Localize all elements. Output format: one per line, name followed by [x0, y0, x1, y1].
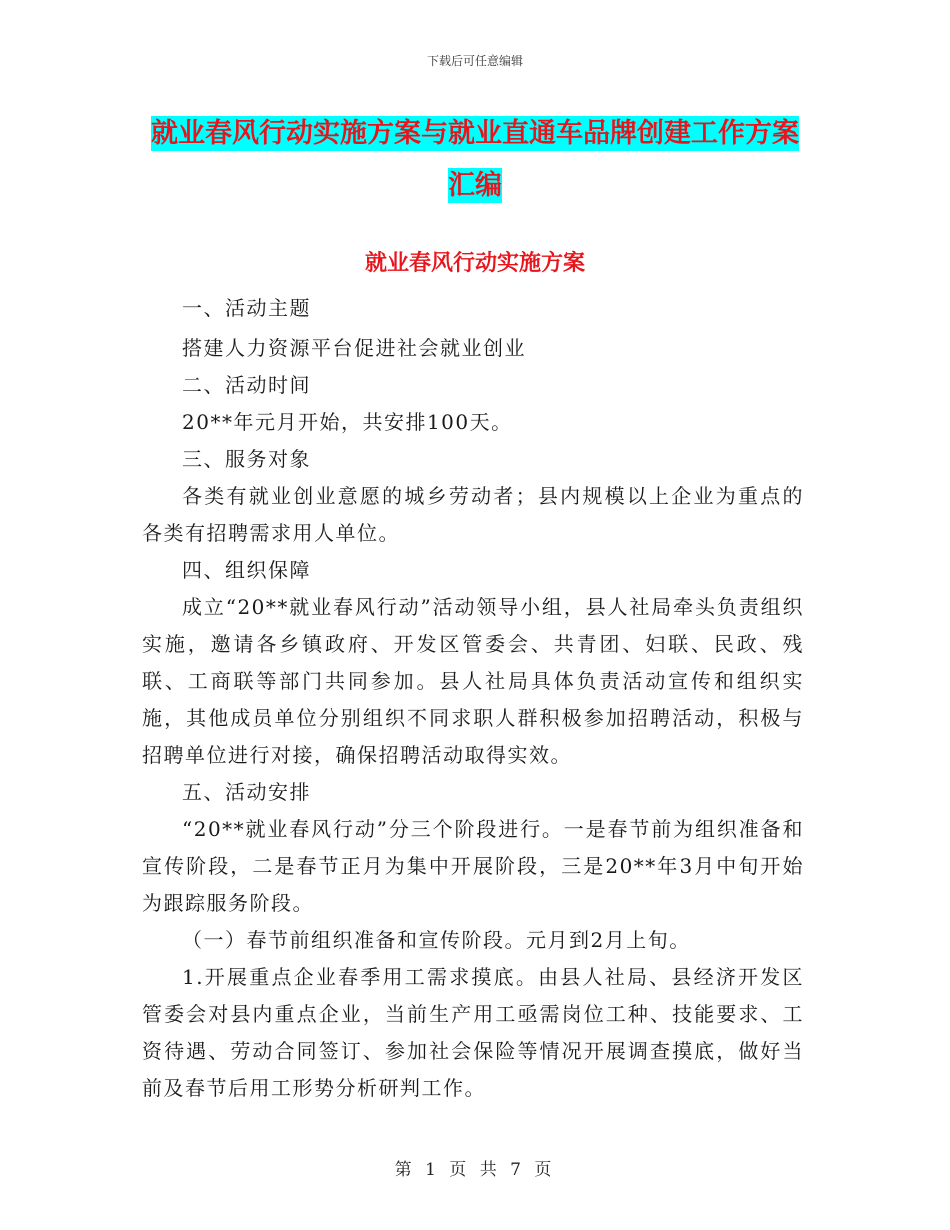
heading-organization: 四、组织保障	[182, 558, 311, 582]
page-number: 第 1 页 共 7 页	[394, 1160, 556, 1180]
heading-activity-time: 二、活动时间	[182, 373, 311, 397]
paragraph: 搭建人力资源平台促进社会就业创业	[182, 336, 526, 360]
section-title: 就业春风行动实施方案	[364, 251, 585, 276]
paragraph: 1.开展重点企业春季用工需求摸底。由县人社局、县经济开发区管委会对县内重点企业，当前生产用工亟需岗位工种、技能要求、工资待遇、劳动合同签订、参加社会保险等情况开展调查摸底，做好当前及春节后用工形势分析研判工作。	[142, 965, 804, 1100]
paragraph: 20**年元月开始，共安排100天。	[182, 410, 513, 434]
heading-activity-theme: 一、活动主题	[182, 296, 311, 320]
header-note: 下载后可任意编辑	[426, 54, 523, 68]
paragraph: 各类有就业创业意愿的城乡劳动者；县内规模以上企业为重点的各类有招聘需求用人单位。	[142, 484, 804, 545]
document-title-text: 就业春风行动实施方案与就业直通车品牌创建工作方案汇编	[151, 118, 799, 201]
document-title	[140, 108, 810, 212]
paragraph: “20**就业春风行动”分三个阶段进行。一是春节前为组织准备和宣传阶段，二是春节正月为集中开展阶段，三是20**年3月中旬开始为跟踪服务阶段。	[142, 817, 804, 915]
paragraph: 成立“20**就业春风行动”活动领导小组，县人社局牵头负责组织实施，邀请各乡镇政府、开发区管委会、共青团、妇联、民政、残联、工商联等部门共同参加。县人社局具体负责活动宣传和组织实施，其他成员单位分别组织不同求职人群积极参加招聘活动，积极与招聘单位进行对接，确保招聘活动取得实效。	[142, 595, 804, 767]
document-body	[142, 290, 804, 1107]
heading-service-target: 三、服务对象	[182, 447, 311, 471]
subheading-stage-one: （一）春节前组织准备和宣传阶段。元月到2月上旬。	[182, 928, 691, 952]
heading-arrangement: 五、活动安排	[182, 780, 311, 804]
